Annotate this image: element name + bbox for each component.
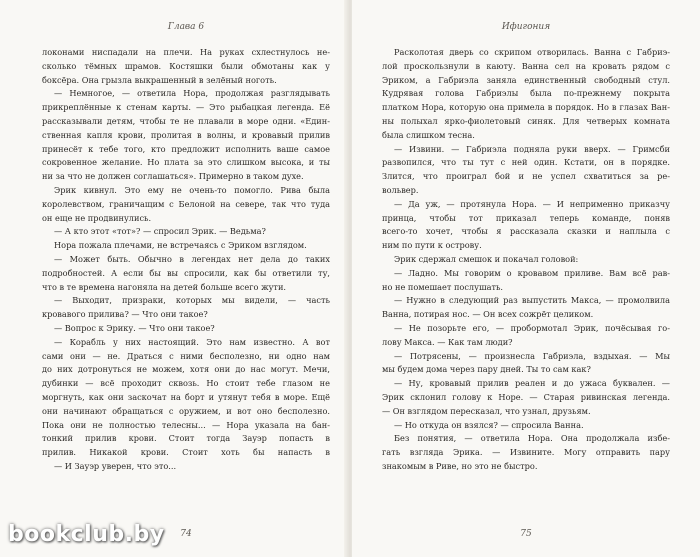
text-line: Без понятия, — ответила Нора. Она продолжала избе- bbox=[394, 433, 670, 444]
text-line: принца, чтобы тот приказал теперь команде, поняв bbox=[382, 212, 670, 223]
text-line: сокровенное желание. Но плата за это слишком высока, и ты bbox=[42, 157, 330, 168]
text-line: мы будем дома через пару дней. Ты то сам как? bbox=[382, 364, 591, 375]
text-line: но не помешает послушать. bbox=[382, 281, 504, 292]
text-line: Ванна, потирая нос. — Он всех сожрёт целиком. bbox=[382, 309, 594, 320]
text-line: до них дотронуться не можем, хотя они до нас могут. Мечи, bbox=[42, 364, 330, 375]
text-line: локонами ниспадали на плечи. На руках схлестнулось не- bbox=[42, 47, 330, 57]
text-line: прилив. Никакой крови. Стоит хоть бы напасть в bbox=[42, 447, 330, 458]
site-watermark: bookclub.by bbox=[8, 522, 165, 547]
text-line: ны полыхал ярко-фиолетовый синяк. Для четверых комната bbox=[382, 115, 670, 126]
text-line: сколько тёмных шрамов. Костяшки были обмотаны как у bbox=[42, 60, 330, 71]
text-line: ним по пути к острову. bbox=[382, 240, 482, 251]
text-line: Нора пожала плечами, не встречаясь с Эриком взглядом. bbox=[54, 240, 307, 251]
text-line: развопился, что ты тут с ней один. Кстати, он в порядке. bbox=[382, 157, 670, 168]
text-line: — Ну, кровавый прилив реален и до ужаса буквален. — bbox=[394, 378, 670, 389]
left-page bbox=[0, 0, 348, 557]
text-line: королевством, граничащим с Белоной на севере, так что туда bbox=[42, 198, 330, 209]
text-line: Эрик склонил голову к Норе. — Старая ривинская легенда. bbox=[382, 391, 670, 402]
text-line: ни за что не должен соглашаться». Примерно в таком духе. bbox=[42, 171, 304, 182]
text-line: была слишком тесна. bbox=[382, 129, 475, 140]
text-line: Расколотая дверь со скрипом отворилась. Ванна с Габриэ- bbox=[394, 47, 670, 57]
text-line: всего-то хочет, чтобы я рассказала сказки и наплыла с bbox=[382, 226, 670, 237]
text-line: ственная капля крови, пролитая в волны, и кровавый прилив bbox=[42, 129, 330, 140]
text-line: моргнуть, как они заскочат на борт и утянут тебя в море. Ещё bbox=[42, 391, 330, 402]
text-line: Эрик кивнул. Это ему не очень-то помогло. Рива была bbox=[54, 184, 330, 195]
text-line: — Он взглядом пересказал, что узнал, друзьям. bbox=[382, 405, 591, 416]
text-line: — Выходит, призраки, которых мы видели, — часть bbox=[54, 295, 330, 306]
text-line: — Вопрос к Эрику. — Что они такое? bbox=[54, 322, 215, 333]
text-line: — Корабль у них настоящий. Это нам известно. А вот bbox=[54, 336, 330, 347]
text-line: тонкий прилив крови. Стоит тогда Зауэр попасть в bbox=[42, 433, 330, 444]
text-line: Эриком, а Габриэла заняла единственный свободный стул. bbox=[382, 74, 670, 85]
text-line: Кудрявая голова Габриэлы была по-прежнему покрыта bbox=[382, 88, 670, 99]
text-line: сами они — не. Драться с ними бесполезно, ни одно нам bbox=[42, 350, 330, 361]
text-line: прикреплённые к стенам карты. — Это рыбацкая легенда. Её bbox=[42, 102, 330, 113]
right-page-text bbox=[382, 46, 670, 474]
text-line: боксёра. Она грызла выкрашенный в зелёный ноготь. bbox=[42, 74, 277, 85]
text-line: кровавого прилива? — Что они такое? bbox=[42, 309, 208, 320]
text-line: что в те времена нагоняла на детей больше всего жути. bbox=[42, 281, 287, 292]
text-line: гать взгляда Эрика. — Извините. Могу отправить пару bbox=[382, 447, 670, 458]
text-line: — И Зауэр уверен, что это... bbox=[54, 460, 177, 471]
text-line: — Может быть. Обычно в легендах нет дела до таких bbox=[54, 253, 330, 264]
text-line: дубинки — всё проходит сквозь. Но стоит тебе глазом не bbox=[42, 378, 330, 389]
text-line: платком Нора, которую она примела в порядок. Но в глазах Ван- bbox=[382, 102, 670, 113]
text-line: он еще не продвинулись. bbox=[42, 212, 152, 223]
text-line: — Потрясены, — произнесла Габриэла, вздыхая. — Мы bbox=[394, 350, 670, 361]
text-line: — Извини. — Габриэла подняла руки вверх. — Гримсби bbox=[394, 143, 670, 154]
text-line: — Ладно. Мы говорим о кровавом приливе. Вам всё рав- bbox=[394, 267, 670, 278]
text-line: — Не позорьте его, — пробормотал Эрик, почёсывая го- bbox=[394, 322, 670, 333]
text-line: Злится, что проиграл бой и не успел схватиться за ре- bbox=[382, 171, 670, 182]
text-line: принесёт к тебе того, кто предложит исполнить ваше самое bbox=[42, 143, 330, 154]
text-line: вольвер. bbox=[382, 184, 419, 195]
text-line: — Но откуда он взялся? — спросила Ванна. bbox=[394, 419, 584, 430]
text-line: лову Макса. — Как там люди? bbox=[382, 336, 513, 347]
left-page-text bbox=[42, 46, 330, 474]
text-line: подробностей. А если бы вы спросили, как бы ответили ту, bbox=[42, 267, 330, 278]
text-line: Эрик сдержал смешок и покачал головой: bbox=[394, 253, 579, 264]
text-line: — А кто этот «тот»? — спросил Эрик. — Ведьма? bbox=[54, 226, 266, 237]
text-line: они начинают обращаться с оружием, и вот оно бесполезно. bbox=[42, 405, 330, 416]
text-line: знакомым в Риве, но это не быстро. bbox=[382, 460, 538, 471]
right-running-head: Ифигония bbox=[501, 22, 551, 32]
left-running-head: Глава 6 bbox=[167, 22, 205, 32]
text-line: — Нужно в следующий раз выпустить Макса, — промолвила bbox=[394, 295, 670, 306]
text-line: Пока они не полностью телесны... — Нора указала на бан- bbox=[42, 419, 330, 430]
text-line: — Немногое, — ответила Нора, продолжая разглядывать bbox=[54, 88, 330, 99]
right-page-number: 75 bbox=[520, 529, 532, 539]
text-line: — Да уж, — протянула Нора. — И неприменно приказчу bbox=[394, 198, 670, 209]
right-page bbox=[352, 0, 700, 557]
text-line: лой проскользнули в каюту. Ванна сел на кровать рядом с bbox=[382, 60, 670, 71]
text-line: рассказывали детям, чтобы те не плавали в море одни. «Един- bbox=[42, 115, 330, 126]
left-page-number: 74 bbox=[180, 529, 192, 539]
